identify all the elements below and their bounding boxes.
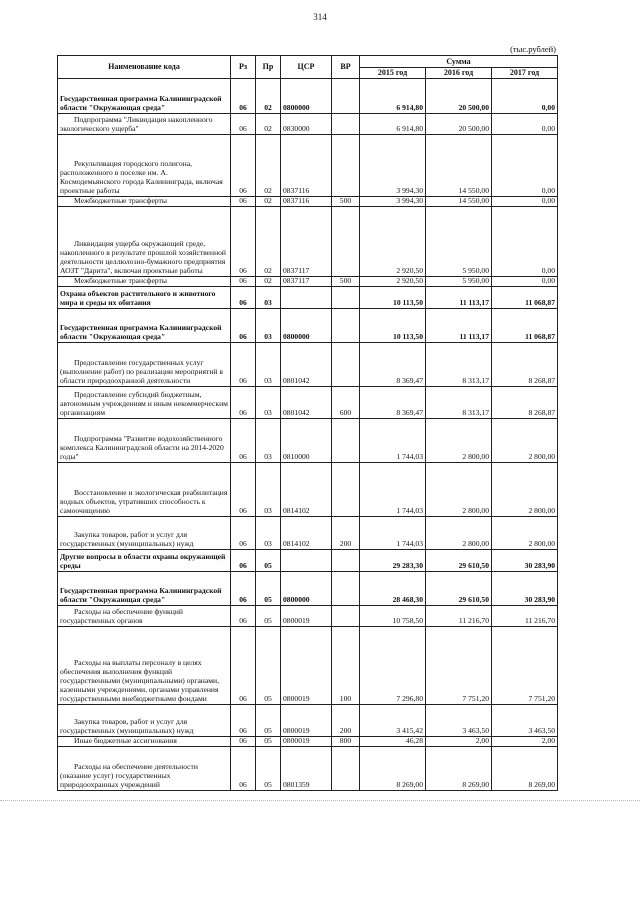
row-value-2016: 11 216,70 bbox=[426, 606, 492, 627]
row-vr bbox=[332, 114, 360, 135]
row-vr bbox=[332, 572, 360, 606]
page-number: 314 bbox=[313, 12, 327, 22]
row-vr bbox=[332, 79, 360, 114]
row-pr: 05 bbox=[256, 550, 281, 572]
row-value-2016: 5 950,00 bbox=[426, 277, 492, 287]
row-name: Другие вопросы в области охраны окружающей среды bbox=[58, 550, 231, 572]
row-vr bbox=[332, 463, 360, 517]
table-row bbox=[58, 517, 558, 550]
row-rz: 06 bbox=[231, 197, 256, 207]
row-value-2015: 3 994,30 bbox=[360, 135, 426, 197]
row-csr: 0801359 bbox=[281, 747, 332, 791]
table-row bbox=[58, 705, 558, 737]
row-csr bbox=[281, 287, 332, 309]
row-value-2015: 7 296,80 bbox=[360, 627, 426, 705]
header-csr: ЦСР bbox=[281, 56, 332, 79]
row-value-2016: 2,00 bbox=[426, 737, 492, 747]
row-vr bbox=[332, 419, 360, 463]
row-value-2016: 2 800,00 bbox=[426, 419, 492, 463]
header-sum: Сумма bbox=[360, 56, 558, 68]
row-pr: 05 bbox=[256, 747, 281, 791]
row-rz: 06 bbox=[231, 705, 256, 737]
row-value-2015: 3 994,30 bbox=[360, 197, 426, 207]
dotted-divider bbox=[0, 800, 640, 801]
row-value-2017: 11 216,70 bbox=[492, 606, 558, 627]
row-csr: 0814102 bbox=[281, 517, 332, 550]
row-rz: 06 bbox=[231, 343, 256, 387]
budget-table bbox=[57, 55, 558, 791]
row-value-2017: 0,00 bbox=[492, 277, 558, 287]
table-row bbox=[58, 627, 558, 705]
table-row bbox=[58, 114, 558, 135]
header-rz: Рз bbox=[231, 56, 256, 79]
row-csr: 0800019 bbox=[281, 737, 332, 747]
row-name: Межбюджетные трансферты bbox=[58, 277, 231, 287]
row-rz: 06 bbox=[231, 606, 256, 627]
row-value-2017: 30 283,90 bbox=[492, 550, 558, 572]
table-row bbox=[58, 79, 558, 114]
row-csr: 0800019 bbox=[281, 705, 332, 737]
row-value-2017: 11 068,87 bbox=[492, 309, 558, 343]
row-rz: 06 bbox=[231, 114, 256, 135]
row-value-2017: 8 268,87 bbox=[492, 343, 558, 387]
row-value-2016: 2 800,00 bbox=[426, 463, 492, 517]
header-2015: 2015 год bbox=[360, 68, 426, 79]
row-value-2017: 0,00 bbox=[492, 114, 558, 135]
row-csr: 0800000 bbox=[281, 572, 332, 606]
row-value-2015: 10 758,50 bbox=[360, 606, 426, 627]
row-value-2017: 8 268,87 bbox=[492, 387, 558, 419]
row-value-2017: 0,00 bbox=[492, 207, 558, 277]
row-value-2017: 0,00 bbox=[492, 79, 558, 114]
row-csr: 0801042 bbox=[281, 343, 332, 387]
row-csr: 0814102 bbox=[281, 463, 332, 517]
row-value-2016: 29 610,50 bbox=[426, 572, 492, 606]
header-2017: 2017 год bbox=[492, 68, 558, 79]
row-value-2015: 2 920,50 bbox=[360, 207, 426, 277]
row-value-2015: 1 744,03 bbox=[360, 419, 426, 463]
table-row bbox=[58, 463, 558, 517]
row-rz: 06 bbox=[231, 737, 256, 747]
header-name: Наименование кода bbox=[58, 56, 231, 79]
row-pr: 02 bbox=[256, 277, 281, 287]
row-value-2015: 1 744,03 bbox=[360, 517, 426, 550]
row-value-2017: 2 800,00 bbox=[492, 419, 558, 463]
row-name: Расходы на обеспечение деятельности (оказание услуг) государственных природоохранных учреждений bbox=[58, 747, 231, 791]
row-pr: 03 bbox=[256, 463, 281, 517]
row-vr: 800 bbox=[332, 737, 360, 747]
row-value-2016: 8 313,17 bbox=[426, 387, 492, 419]
row-name: Подпрограмма "Ликвидация накопленного экологического ущерба" bbox=[58, 114, 231, 135]
row-pr: 02 bbox=[256, 197, 281, 207]
table-row bbox=[58, 387, 558, 419]
row-pr: 05 bbox=[256, 737, 281, 747]
row-value-2017: 2 800,00 bbox=[492, 463, 558, 517]
row-pr: 02 bbox=[256, 135, 281, 197]
row-value-2017: 0,00 bbox=[492, 135, 558, 197]
row-pr: 03 bbox=[256, 419, 281, 463]
table-row bbox=[58, 207, 558, 277]
table-row bbox=[58, 550, 558, 572]
row-pr: 02 bbox=[256, 114, 281, 135]
row-rz: 06 bbox=[231, 207, 256, 277]
row-value-2016: 3 463,50 bbox=[426, 705, 492, 737]
row-csr bbox=[281, 550, 332, 572]
row-rz: 06 bbox=[231, 627, 256, 705]
row-value-2015: 2 920,50 bbox=[360, 277, 426, 287]
row-value-2016: 20 500,00 bbox=[426, 114, 492, 135]
table-row bbox=[58, 287, 558, 309]
row-value-2015: 6 914,80 bbox=[360, 114, 426, 135]
table-row bbox=[58, 277, 558, 287]
table-row bbox=[58, 197, 558, 207]
row-name: Межбюджетные трансферты bbox=[58, 197, 231, 207]
row-value-2016: 11 113,17 bbox=[426, 309, 492, 343]
row-value-2017: 8 269,00 bbox=[492, 747, 558, 791]
row-value-2015: 8 369,47 bbox=[360, 387, 426, 419]
row-value-2015: 28 468,30 bbox=[360, 572, 426, 606]
row-value-2016: 5 950,00 bbox=[426, 207, 492, 277]
row-rz: 06 bbox=[231, 287, 256, 309]
row-value-2016: 11 113,17 bbox=[426, 287, 492, 309]
table-row bbox=[58, 135, 558, 197]
row-csr: 0800000 bbox=[281, 79, 332, 114]
row-rz: 06 bbox=[231, 572, 256, 606]
row-name: Подпрограмма "Развитие водохозяйственного комплекса Калининградской области на 2014-2020 годы" bbox=[58, 419, 231, 463]
row-pr: 02 bbox=[256, 79, 281, 114]
row-csr: 0837116 bbox=[281, 197, 332, 207]
row-vr bbox=[332, 135, 360, 197]
row-vr bbox=[332, 343, 360, 387]
row-rz: 06 bbox=[231, 309, 256, 343]
table-row bbox=[58, 747, 558, 791]
row-rz: 06 bbox=[231, 79, 256, 114]
row-value-2017: 7 751,20 bbox=[492, 627, 558, 705]
table-row bbox=[58, 419, 558, 463]
row-name: Государственная программа Калининградской области "Окружающая среда" bbox=[58, 572, 231, 606]
row-name: Предоставление государственных услуг (выполнение работ) по реализации мероприятий в области природоохранной деятельности bbox=[58, 343, 231, 387]
row-vr bbox=[332, 550, 360, 572]
table-body bbox=[58, 79, 558, 791]
row-pr: 03 bbox=[256, 343, 281, 387]
row-rz: 06 bbox=[231, 277, 256, 287]
header-pr: Пр bbox=[256, 56, 281, 79]
row-value-2015: 1 744,03 bbox=[360, 463, 426, 517]
row-vr: 200 bbox=[332, 705, 360, 737]
row-pr: 05 bbox=[256, 627, 281, 705]
row-vr bbox=[332, 309, 360, 343]
row-vr bbox=[332, 747, 360, 791]
row-pr: 05 bbox=[256, 572, 281, 606]
row-csr: 0800000 bbox=[281, 309, 332, 343]
row-value-2016: 7 751,20 bbox=[426, 627, 492, 705]
row-value-2016: 8 313,17 bbox=[426, 343, 492, 387]
units-label: (тыс.рублей) bbox=[510, 44, 556, 54]
header-2016: 2016 год bbox=[426, 68, 492, 79]
row-vr: 200 bbox=[332, 517, 360, 550]
row-value-2015: 10 113,50 bbox=[360, 309, 426, 343]
row-vr: 600 bbox=[332, 387, 360, 419]
row-rz: 06 bbox=[231, 135, 256, 197]
row-value-2016: 14 550,00 bbox=[426, 135, 492, 197]
row-name: Расходы на обеспечение функций государственных органов bbox=[58, 606, 231, 627]
row-name: Закупка товаров, работ и услуг для государственных (муниципальных) нужд bbox=[58, 705, 231, 737]
row-value-2016: 2 800,00 bbox=[426, 517, 492, 550]
row-pr: 05 bbox=[256, 606, 281, 627]
row-value-2017: 2,00 bbox=[492, 737, 558, 747]
row-value-2017: 0,00 bbox=[492, 197, 558, 207]
row-value-2015: 46,28 bbox=[360, 737, 426, 747]
header-vr: ВР bbox=[332, 56, 360, 79]
row-pr: 05 bbox=[256, 705, 281, 737]
row-value-2017: 30 283,90 bbox=[492, 572, 558, 606]
table-row bbox=[58, 343, 558, 387]
row-csr: 0810000 bbox=[281, 419, 332, 463]
row-csr: 0800019 bbox=[281, 606, 332, 627]
table-row bbox=[58, 572, 558, 606]
row-value-2016: 29 610,50 bbox=[426, 550, 492, 572]
row-name: Государственная программа Калининградской области "Окружающая среда" bbox=[58, 309, 231, 343]
row-csr: 0837116 bbox=[281, 135, 332, 197]
row-csr: 0801042 bbox=[281, 387, 332, 419]
row-value-2016: 8 269,00 bbox=[426, 747, 492, 791]
table-row bbox=[58, 309, 558, 343]
row-csr: 0837117 bbox=[281, 277, 332, 287]
row-csr: 0800019 bbox=[281, 627, 332, 705]
row-value-2015: 6 914,80 bbox=[360, 79, 426, 114]
row-vr bbox=[332, 287, 360, 309]
row-name: Иные бюджетные ассигнования bbox=[58, 737, 231, 747]
table-row bbox=[58, 737, 558, 747]
row-value-2015: 8 269,00 bbox=[360, 747, 426, 791]
row-value-2017: 3 463,50 bbox=[492, 705, 558, 737]
row-csr: 0830000 bbox=[281, 114, 332, 135]
row-value-2015: 3 415,42 bbox=[360, 705, 426, 737]
row-name: Рекультивация городского полигона, расположенного в поселке им. А. Космодемьянского города Калининграда, включая проектные работы bbox=[58, 135, 231, 197]
row-name: Предоставление субсидий бюджетным, автономным учреждениям и иным некоммерческим организациям bbox=[58, 387, 231, 419]
row-name: Расходы на выплаты персоналу в целях обеспечения выполнения функций государственными (муниципальными) органами, казенными учреждениями, органами управления государственными внебюджетными фондами bbox=[58, 627, 231, 705]
row-vr bbox=[332, 606, 360, 627]
row-rz: 06 bbox=[231, 747, 256, 791]
row-value-2016: 14 550,00 bbox=[426, 197, 492, 207]
row-rz: 06 bbox=[231, 550, 256, 572]
row-name: Ликвидация ущерба окружающей среде, накопленного в результате прошлой хозяйственной деятельности целлюлозно-бумажного предприятия АОЗТ "Дарита", включая проектные работы bbox=[58, 207, 231, 277]
row-pr: 02 bbox=[256, 207, 281, 277]
row-value-2017: 2 800,00 bbox=[492, 517, 558, 550]
row-rz: 06 bbox=[231, 387, 256, 419]
row-name: Государственная программа Калининградской области "Окружающая среда" bbox=[58, 79, 231, 114]
row-pr: 03 bbox=[256, 517, 281, 550]
row-value-2016: 20 500,00 bbox=[426, 79, 492, 114]
row-value-2017: 11 068,87 bbox=[492, 287, 558, 309]
row-rz: 06 bbox=[231, 517, 256, 550]
row-name: Закупка товаров, работ и услуг для государственных (муниципальных) нужд bbox=[58, 517, 231, 550]
row-pr: 03 bbox=[256, 287, 281, 309]
row-pr: 03 bbox=[256, 387, 281, 419]
row-name: Восстановление и экологическая реабилитация водных объектов, утративших способность к самоочищению bbox=[58, 463, 231, 517]
row-value-2015: 8 369,47 bbox=[360, 343, 426, 387]
row-vr bbox=[332, 207, 360, 277]
table-row bbox=[58, 606, 558, 627]
row-pr: 03 bbox=[256, 309, 281, 343]
row-value-2015: 10 113,50 bbox=[360, 287, 426, 309]
row-value-2015: 29 283,30 bbox=[360, 550, 426, 572]
row-rz: 06 bbox=[231, 419, 256, 463]
row-rz: 06 bbox=[231, 463, 256, 517]
row-name: Охрана объектов растительного и животного мира и среды их обитания bbox=[58, 287, 231, 309]
row-csr: 0837117 bbox=[281, 207, 332, 277]
row-vr: 100 bbox=[332, 627, 360, 705]
row-vr: 500 bbox=[332, 197, 360, 207]
row-vr: 500 bbox=[332, 277, 360, 287]
